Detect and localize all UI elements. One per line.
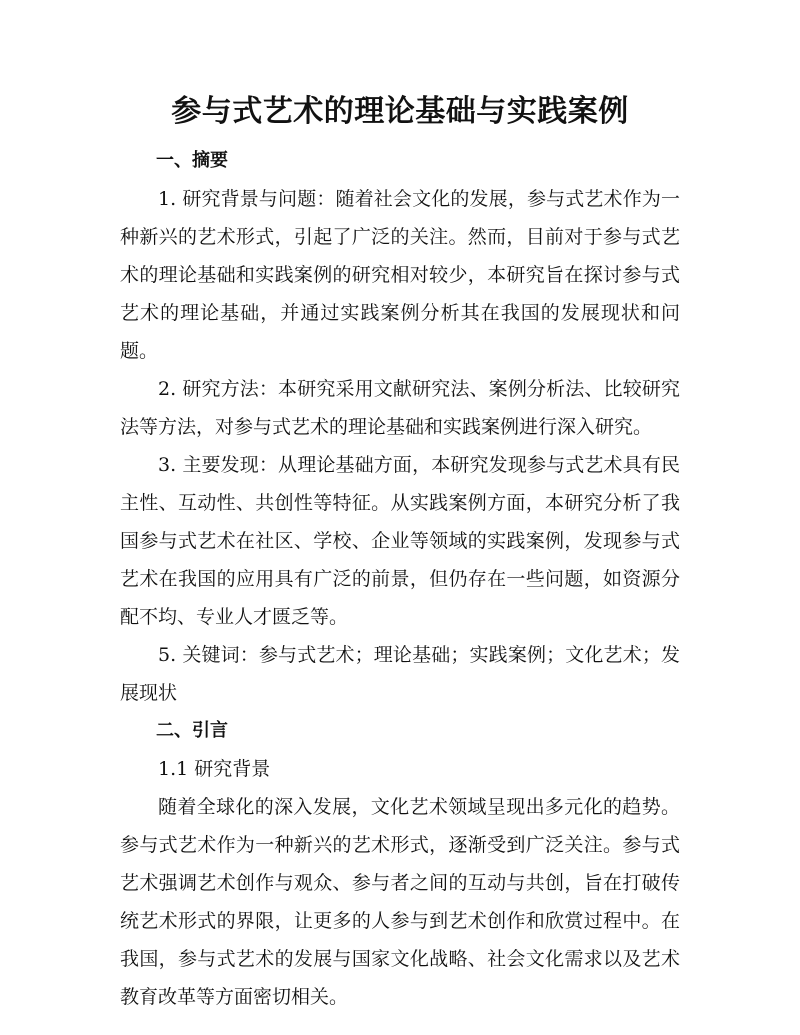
section-heading-introduction: 二、引言 — [156, 720, 228, 741]
abstract-paragraph-background: 1. 研究背景与问题：随着社会文化的发展，参与式艺术作为一种新兴的艺术形式，引起了广泛的关注。然而，目前对于参与式艺术的理论基础和实践案例的研究相对较少，本研究旨在探讨参与式艺术的理论基础，并通过实践案例分析其在我国的发展现状和问题。 — [120, 188, 680, 362]
abstract-paragraph-methods: 2. 研究方法：本研究采用文献研究法、案例分析法、比较研究法等方法，对参与式艺术的理论基础和实践案例进行深入研究。 — [120, 378, 680, 438]
document-title: 参与式艺术的理论基础与实践案例 — [171, 94, 629, 129]
section-heading-abstract: 一、摘要 — [156, 150, 228, 171]
document-body — [120, 142, 680, 1016]
abstract-paragraph-keywords: 5. 关键词：参与式艺术；理论基础；实践案例；文化艺术；发展现状 — [120, 644, 680, 704]
subsection-heading-background: 1.1 研究背景 — [158, 758, 271, 780]
abstract-paragraph-findings: 3. 主要发现：从理论基础方面，本研究发现参与式艺术具有民主性、互动性、共创性等特征。从实践案例方面，本研究分析了我国参与式艺术在社区、学校、企业等领域的实践案例，发现参与式艺术在我国的应用具有广泛的前景，但仍存在一些问题，如资源分配不均、专业人才匮乏等。 — [120, 454, 680, 628]
introduction-paragraph: 随着全球化的深入发展，文化艺术领域呈现出多元化的趋势。参与式艺术作为一种新兴的艺术形式，逐渐受到广泛关注。参与式艺术强调艺术创作与观众、参与者之间的互动与共创，旨在打破传统艺术形式的界限，让更多的人参与到艺术创作和欣赏过程中。在我国，参与式艺术的发展与国家文化战略、社会文化需求以及艺术教育改革等方面密切相关。 — [120, 796, 680, 1008]
